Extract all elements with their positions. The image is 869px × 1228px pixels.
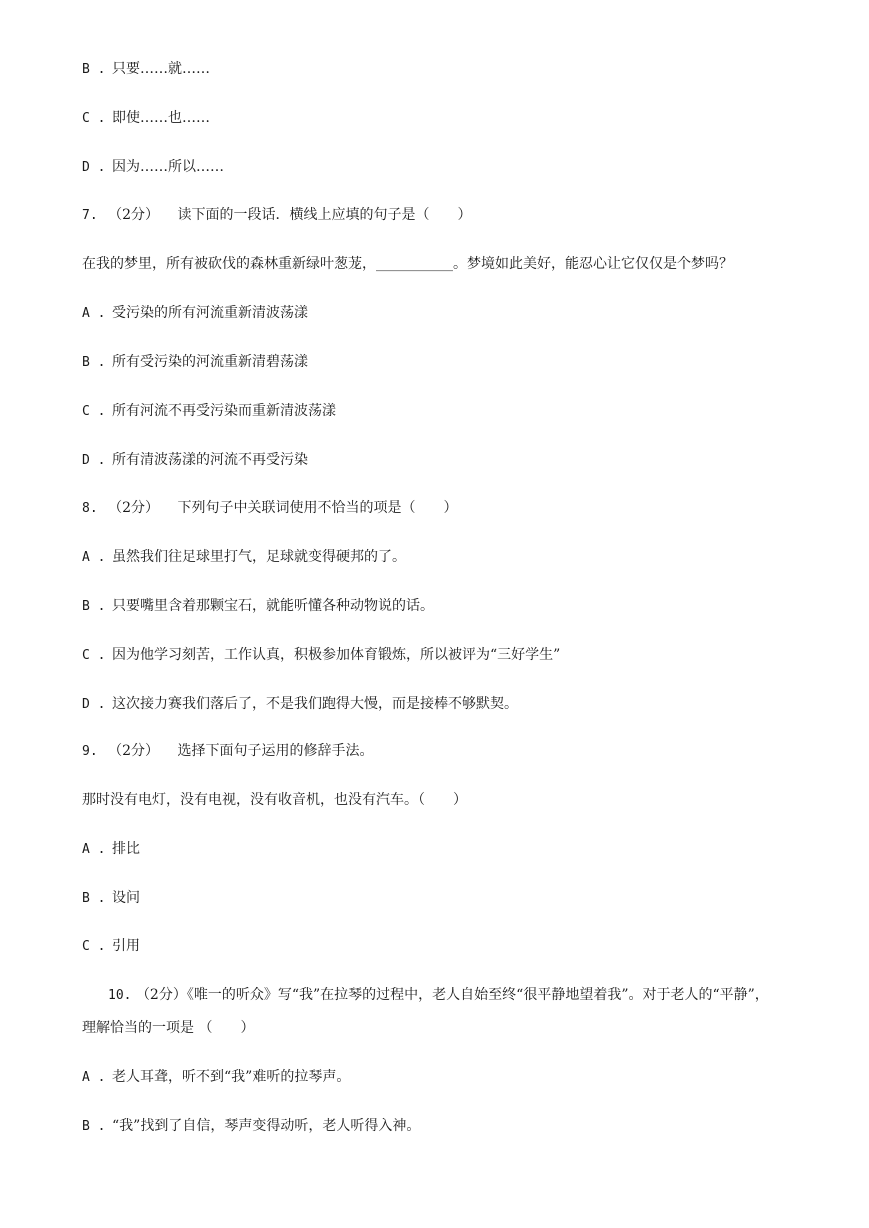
option-text: 设问 bbox=[112, 890, 140, 906]
question-10-stem-cont: 理解恰当的一项是 （ ） bbox=[82, 1020, 255, 1036]
question-number: 8. bbox=[82, 501, 98, 516]
option-text: 只要嘴里含着那颗宝石，就能听懂各种动物说的话。 bbox=[112, 598, 434, 614]
question-7-stem bbox=[82, 205, 471, 226]
q8-option-b bbox=[82, 596, 434, 617]
question-number: 10. bbox=[108, 988, 132, 1003]
q8-option-c bbox=[82, 645, 560, 666]
question-7-passage: 在我的梦里，所有被砍伐的森林重新绿叶葱茏，___________。梦境如此美好，能忍心让它仅仅是个梦吗？ bbox=[82, 256, 733, 272]
option-letter: C . bbox=[82, 111, 106, 126]
option-letter: D . bbox=[82, 160, 106, 175]
option-letter: B . bbox=[82, 599, 106, 614]
option-b-prev bbox=[82, 59, 210, 80]
option-letter: D . bbox=[82, 697, 106, 712]
q7-option-a bbox=[82, 303, 308, 324]
question-points: （2分） bbox=[135, 987, 187, 1003]
q9-option-a bbox=[82, 839, 140, 860]
q8-option-a bbox=[82, 547, 406, 568]
option-letter: C . bbox=[82, 404, 106, 419]
question-text: 选择下面句子运用的修辞手法。 bbox=[177, 743, 374, 759]
question-points: （2分） bbox=[108, 743, 160, 759]
q9-option-c bbox=[82, 936, 140, 957]
option-text: 引用 bbox=[112, 938, 140, 954]
option-text: 排比 bbox=[112, 841, 140, 857]
option-letter: A . bbox=[82, 550, 106, 565]
question-points: （2分） bbox=[108, 500, 160, 516]
option-letter: B . bbox=[82, 1119, 106, 1134]
question-text: 《唯一的听众》写“我”在拉琴的过程中，老人自始至终“很平静地望着我”。对于老人的“平静”， bbox=[186, 987, 769, 1003]
option-text: 只要……就…… bbox=[112, 61, 210, 77]
question-9-passage: 那时没有电灯，没有电视，没有收音机，也没有汽车。（ ） bbox=[82, 792, 467, 808]
option-letter: A . bbox=[82, 306, 106, 321]
q9-option-b bbox=[82, 888, 140, 909]
option-text: 受污染的所有河流重新清波荡漾 bbox=[112, 305, 308, 321]
question-9-stem bbox=[82, 741, 373, 762]
option-text: 因为……所以…… bbox=[112, 159, 224, 175]
option-letter: C . bbox=[82, 939, 106, 954]
q10-option-b bbox=[82, 1116, 420, 1137]
question-10-stem bbox=[108, 985, 769, 1006]
option-text: 所有清波荡漾的河流不再受污染 bbox=[112, 452, 308, 468]
option-letter: D . bbox=[82, 453, 106, 468]
option-text: 所有受污染的河流重新清碧荡漾 bbox=[112, 354, 308, 370]
option-letter: B . bbox=[82, 62, 106, 77]
q7-option-d bbox=[82, 450, 308, 471]
option-letter: C . bbox=[82, 648, 106, 663]
option-text: 因为他学习刻苦，工作认真，积极参加体育锻炼，所以被评为“三好学生” bbox=[112, 647, 561, 663]
option-text: 即使……也…… bbox=[112, 110, 210, 126]
option-letter: A . bbox=[82, 842, 106, 857]
question-points: （2分） bbox=[108, 207, 160, 223]
option-text: “我”找到了自信，琴声变得动听，老人听得入神。 bbox=[112, 1118, 421, 1134]
question-number: 9. bbox=[82, 744, 98, 759]
option-d-prev bbox=[82, 157, 224, 178]
question-text: 下列句子中关联词使用不恰当的项是（ ） bbox=[177, 500, 458, 516]
question-number: 7. bbox=[82, 208, 98, 223]
q10-option-a bbox=[82, 1067, 350, 1088]
q7-option-c bbox=[82, 401, 336, 422]
option-c-prev bbox=[82, 108, 210, 129]
q7-option-b bbox=[82, 352, 308, 373]
option-text: 这次接力赛我们落后了，不是我们跑得大慢，而是接棒不够默契。 bbox=[112, 696, 518, 712]
option-letter: B . bbox=[82, 891, 106, 906]
option-text: 所有河流不再受污染而重新清波荡漾 bbox=[112, 403, 336, 419]
question-8-stem bbox=[82, 498, 457, 519]
option-text: 虽然我们往足球里打气，足球就变得硬邦的了。 bbox=[112, 549, 406, 565]
q8-option-d bbox=[82, 694, 518, 715]
option-letter: B . bbox=[82, 355, 106, 370]
option-text: 老人耳聋，听不到“我”难听的拉琴声。 bbox=[112, 1069, 351, 1085]
option-letter: A . bbox=[82, 1070, 106, 1085]
question-text: 读下面的一段话．横线上应填的句子是（ ） bbox=[177, 207, 472, 223]
